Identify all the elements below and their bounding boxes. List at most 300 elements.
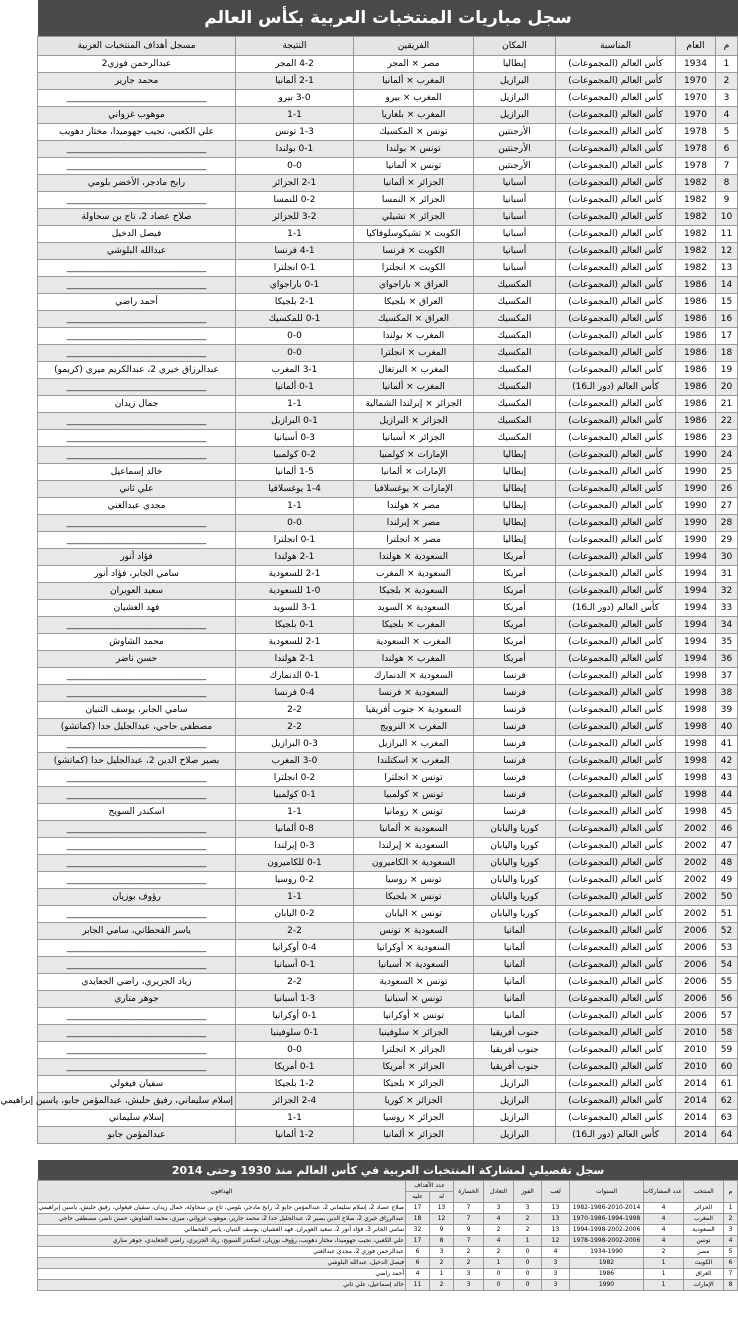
s-goals-for: 3 — [430, 1247, 454, 1258]
cell-venue: البرازيل — [474, 107, 556, 124]
cell-occasion: كأس العالم (المجموعات) — [556, 294, 676, 311]
cell-teams: السعودية × أوكرانيا — [354, 940, 474, 957]
cell-scorers: _______________________________ — [38, 413, 236, 430]
match-row — [38, 821, 738, 838]
cell-index: 54 — [716, 957, 738, 974]
s-wins: 0 — [514, 1280, 542, 1291]
cell-year: 2014 — [676, 1127, 716, 1144]
match-row — [38, 872, 738, 889]
match-row — [38, 617, 738, 634]
s-goals-against: 17 — [405, 1236, 429, 1247]
cell-occasion: كأس العالم (المجموعات) — [556, 311, 676, 328]
summary-header-row — [37, 1181, 737, 1192]
cell-venue: البرازيل — [474, 1110, 556, 1127]
cell-result: 2-1 للسعودية — [236, 566, 354, 583]
match-row — [38, 906, 738, 923]
cell-scorers: سامي الجابر، يوسف الثنيان — [38, 702, 236, 719]
s-draws: 4 — [484, 1214, 514, 1225]
cell-result: 0-4 فرنسا — [236, 685, 354, 702]
cell-occasion: كأس العالم (المجموعات) — [556, 668, 676, 685]
cell-teams: السعودية × إيرلندا — [354, 838, 474, 855]
cell-index: 36 — [716, 651, 738, 668]
cell-venue: فرنسا — [474, 787, 556, 804]
cell-scorers: علي الكعبي، نجيب جهوميدا، مختار دهويب — [38, 124, 236, 141]
cell-index: 39 — [716, 702, 738, 719]
cell-venue: إيطاليا — [474, 447, 556, 464]
summary-col-goals-against: عليه — [405, 1192, 429, 1203]
cell-scorers: _______________________________ — [38, 1042, 236, 1059]
match-row — [38, 294, 738, 311]
cell-index: 5 — [716, 124, 738, 141]
cell-index: 41 — [716, 736, 738, 753]
cell-index: 56 — [716, 991, 738, 1008]
cell-year: 1986 — [676, 345, 716, 362]
cell-result: 2-2 — [236, 923, 354, 940]
s-goals-for: 8 — [430, 1236, 454, 1247]
cell-scorers: _______________________________ — [38, 957, 236, 974]
cell-scorers: رؤوف بوزيان — [38, 889, 236, 906]
cell-occasion: كأس العالم (المجموعات) — [556, 855, 676, 872]
cell-occasion: كأس العالم (المجموعات) — [556, 107, 676, 124]
cell-scorers: _______________________________ — [38, 277, 236, 294]
match-row — [38, 73, 738, 90]
cell-venue: المكسيك — [474, 430, 556, 447]
summary-row — [37, 1236, 737, 1247]
cell-teams: تونس × انجلترا — [354, 770, 474, 787]
cell-index: 51 — [716, 906, 738, 923]
summary-row — [37, 1247, 737, 1258]
cell-result: 0-1 كولمبيا — [236, 787, 354, 804]
cell-occasion: كأس العالم (المجموعات) — [556, 940, 676, 957]
match-row — [38, 192, 738, 209]
cell-venue: كوريا واليابان — [474, 821, 556, 838]
s-participations: 4 — [644, 1225, 684, 1236]
cell-occasion: كأس العالم (المجموعات) — [556, 736, 676, 753]
s-goals-for: 1 — [430, 1269, 454, 1280]
s-scorers: عبدالرزاق خيري 2، صلاح الدين بصير 2، عبدالجليل حدا 2، محمد جارير، موهوب غزواني، ميري، محمد الشاوش، حسن ناضر، مصطفى حاجي — [37, 1214, 405, 1225]
match-row — [38, 311, 738, 328]
cell-scorers: _______________________________ — [38, 821, 236, 838]
cell-index: 59 — [716, 1042, 738, 1059]
s-scorers: فيصل الدخيل، عبدالله البلوشي — [37, 1258, 405, 1269]
s-losses: 2 — [454, 1247, 484, 1258]
cell-occasion: كأس العالم (المجموعات) — [556, 770, 676, 787]
s-goals-against: 6 — [405, 1247, 429, 1258]
match-row — [38, 277, 738, 294]
cell-result: 2-2 — [236, 702, 354, 719]
cell-index: 49 — [716, 872, 738, 889]
cell-scorers: _______________________________ — [38, 787, 236, 804]
cell-index: 60 — [716, 1059, 738, 1076]
match-row — [38, 600, 738, 617]
cell-scorers: _______________________________ — [38, 1059, 236, 1076]
cell-teams: السعودية × تونس — [354, 923, 474, 940]
s-team: المغرب — [684, 1214, 724, 1225]
cell-teams: السعودية × جنوب أفريقيا — [354, 702, 474, 719]
cell-index: 8 — [716, 175, 738, 192]
cell-occasion: كأس العالم (المجموعات) — [556, 991, 676, 1008]
cell-index: 47 — [716, 838, 738, 855]
summary-col-team: المنتخب — [684, 1181, 724, 1203]
cell-venue: إيطاليا — [474, 498, 556, 515]
cell-year: 1994 — [676, 583, 716, 600]
cell-scorers: جوهر مناري — [38, 991, 236, 1008]
cell-result: 3-1 للسويد — [236, 600, 354, 617]
cell-occasion: كأس العالم (المجموعات) — [556, 889, 676, 906]
cell-year: 2006 — [676, 991, 716, 1008]
cell-venue: المكسيك — [474, 311, 556, 328]
cell-result: 1-1 — [236, 1110, 354, 1127]
s-team: الكويت — [684, 1258, 724, 1269]
cell-index: 40 — [716, 719, 738, 736]
match-row — [38, 379, 738, 396]
cell-year: 1986 — [676, 396, 716, 413]
matches-body — [0, 56, 738, 1144]
cell-result: 0-2 اليابان — [236, 906, 354, 923]
cell-occasion: كأس العالم (المجموعات) — [556, 464, 676, 481]
summary-row — [37, 1280, 737, 1291]
cell-result: 1-0 للسعودية — [236, 583, 354, 600]
cell-index: 35 — [716, 634, 738, 651]
s-participations: 4 — [644, 1203, 684, 1214]
cell-index: 38 — [716, 685, 738, 702]
cell-index: 13 — [716, 260, 738, 277]
s-draws: 3 — [484, 1203, 514, 1214]
cell-venue: البرازيل — [474, 90, 556, 107]
cell-index: 2 — [716, 73, 738, 90]
cell-year: 1990 — [676, 481, 716, 498]
cell-occasion: كأس العالم (المجموعات) — [556, 158, 676, 175]
cell-occasion: كأس العالم (المجموعات) — [556, 583, 676, 600]
match-row — [38, 1042, 738, 1059]
cell-year: 2006 — [676, 974, 716, 991]
cell-venue: إيطاليا — [474, 56, 556, 73]
cell-teams: الكويت × تشيكوسلوفاكيا — [354, 226, 474, 243]
cell-index: 31 — [716, 566, 738, 583]
cell-venue: أمريكا — [474, 617, 556, 634]
cell-scorers: _______________________________ — [38, 685, 236, 702]
cell-year: 2006 — [676, 957, 716, 974]
s-years: 1982-1986-2010-2014 — [570, 1203, 644, 1214]
cell-result: 2-1 الجزائر — [236, 175, 354, 192]
cell-venue: فرنسا — [474, 685, 556, 702]
cell-teams: الجزائر × ألمانيا — [354, 1127, 474, 1144]
cell-index: 33 — [716, 600, 738, 617]
cell-occasion: كأس العالم (المجموعات) — [556, 549, 676, 566]
cell-occasion: كأس العالم (المجموعات) — [556, 651, 676, 668]
cell-teams: السعودية × الدنمارك — [354, 668, 474, 685]
s-goals-for: 13 — [430, 1203, 454, 1214]
cell-teams: السعودية × بلجيكا — [354, 583, 474, 600]
cell-year: 1982 — [676, 175, 716, 192]
cell-scorers: علي ثاني — [38, 481, 236, 498]
cell-index: 25 — [716, 464, 738, 481]
cell-year: 1986 — [676, 379, 716, 396]
cell-venue: المكسيك — [474, 362, 556, 379]
cell-teams: السعودية × السويد — [354, 600, 474, 617]
cell-result: 0-4 أوكرانيا — [236, 940, 354, 957]
cell-venue: البرازيل — [474, 1127, 556, 1144]
cell-result: 1-1 — [236, 107, 354, 124]
cell-occasion: كأس العالم (المجموعات) — [556, 838, 676, 855]
cell-scorers: _______________________________ — [38, 838, 236, 855]
cell-scorers: جمال زيدان — [38, 396, 236, 413]
s-losses: 7 — [454, 1214, 484, 1225]
cell-result: 0-2 كولمبيا — [236, 447, 354, 464]
cell-result: 2-1 هولندا — [236, 651, 354, 668]
s-wins: 2 — [514, 1214, 542, 1225]
cell-venue: ألمانيا — [474, 991, 556, 1008]
match-row — [38, 719, 738, 736]
cell-result: 1-1 — [236, 889, 354, 906]
cell-scorers: _______________________________ — [38, 90, 236, 107]
s-team: مصر — [684, 1247, 724, 1258]
cell-index: 30 — [716, 549, 738, 566]
s-wins: 0 — [514, 1258, 542, 1269]
cell-year: 1998 — [676, 702, 716, 719]
cell-venue: إيطاليا — [474, 532, 556, 549]
s-played: 4 — [542, 1247, 570, 1258]
s-participations: 4 — [644, 1236, 684, 1247]
cell-result: 2-1 هولندا — [236, 549, 354, 566]
cell-year: 1990 — [676, 532, 716, 549]
cell-occasion: كأس العالم (المجموعات) — [556, 532, 676, 549]
s-team: العراق — [684, 1269, 724, 1280]
cell-occasion: كأس العالم (المجموعات) — [556, 1076, 676, 1093]
cell-year: 1990 — [676, 515, 716, 532]
cell-scorers: _______________________________ — [38, 447, 236, 464]
cell-year: 2002 — [676, 821, 716, 838]
cell-result: 1-1 — [236, 498, 354, 515]
s-team: الجزائر — [684, 1203, 724, 1214]
cell-occasion: كأس العالم (المجموعات) — [556, 56, 676, 73]
cell-result: 2-1 ألمانيا — [236, 73, 354, 90]
cell-occasion: كأس العالم (المجموعات) — [556, 1110, 676, 1127]
cell-scorers: _______________________________ — [38, 532, 236, 549]
cell-venue: المكسيك — [474, 413, 556, 430]
cell-scorers: _______________________________ — [38, 379, 236, 396]
cell-index: 43 — [716, 770, 738, 787]
cell-year: 1998 — [676, 668, 716, 685]
cell-teams: المغرب × البرازيل — [354, 736, 474, 753]
cell-year: 1994 — [676, 634, 716, 651]
cell-teams: المغرب × البرتغال — [354, 362, 474, 379]
cell-venue: فرنسا — [474, 770, 556, 787]
cell-year: 1994 — [676, 549, 716, 566]
cell-index: 27 — [716, 498, 738, 515]
cell-occasion: كأس العالم (المجموعات) — [556, 753, 676, 770]
cell-venue: المكسيك — [474, 277, 556, 294]
cell-index: 64 — [716, 1127, 738, 1144]
s-scorers: صلاح عصاد 2، إسلام سليماني 2، عبدالمؤمن جابو 2، رابح مادجر، بلومي، تاج بن سحاولة، جمال زيدان، سفيان فيغولي، رفيق حليش، ياسين إبراهيمي — [37, 1203, 405, 1214]
s-wins: 2 — [514, 1225, 542, 1236]
cell-venue: ألمانيا — [474, 1008, 556, 1025]
cell-teams: تونس × السعودية — [354, 974, 474, 991]
s-scorers: علي الكعبي، نجيب جهوميدا، مختار دهويب، رؤوف بوزيان، اسكندر السويح، زياد الجزيري، راضي الجعايدي، جوهر مناري — [37, 1236, 405, 1247]
cell-venue: فرنسا — [474, 804, 556, 821]
cell-year: 1986 — [676, 430, 716, 447]
s-goals-against: 32 — [405, 1225, 429, 1236]
match-row — [38, 447, 738, 464]
cell-year: 2002 — [676, 906, 716, 923]
cell-venue: فرنسا — [474, 753, 556, 770]
s-team: السعودية — [684, 1225, 724, 1236]
cell-teams: الجزائر × تشيلي — [354, 209, 474, 226]
cell-result: 0-1 بلجيكا — [236, 617, 354, 634]
cell-result: 0-1 الدنمارك — [236, 668, 354, 685]
cell-teams: تونس × أسبانيا — [354, 991, 474, 1008]
cell-scorers: بصير صلاح الدين 2، عبدالجليل حدا (كماتشو) — [38, 753, 236, 770]
match-row — [38, 991, 738, 1008]
cell-teams: المغرب × بيرو — [354, 90, 474, 107]
cell-teams: المغرب × هولندا — [354, 651, 474, 668]
cell-index: 23 — [716, 430, 738, 447]
col-header-result: النتيجة — [236, 37, 354, 56]
cell-result: 2-1 بلجيكا — [236, 294, 354, 311]
cell-year: 1990 — [676, 447, 716, 464]
cell-scorers: فؤاد أنور — [38, 549, 236, 566]
cell-venue: كوريا واليابان — [474, 855, 556, 872]
s-draws: 1 — [484, 1258, 514, 1269]
cell-teams: السعودية × المغرب — [354, 566, 474, 583]
match-row — [38, 430, 738, 447]
cell-index: 22 — [716, 413, 738, 430]
matches-table — [0, 36, 738, 1144]
cell-occasion: كأس العالم (المجموعات) — [556, 175, 676, 192]
cell-occasion: كأس العالم (المجموعات) — [556, 923, 676, 940]
s-wins: 1 — [514, 1236, 542, 1247]
cell-year: 2010 — [676, 1059, 716, 1076]
cell-result: 2-4 الجزائر — [236, 1093, 354, 1110]
cell-index: 32 — [716, 583, 738, 600]
cell-index: 11 — [716, 226, 738, 243]
summary-row — [37, 1203, 737, 1214]
summary-col-scorers: الهدافون — [37, 1181, 405, 1203]
cell-result: 0-1 للكاميرون — [236, 855, 354, 872]
cell-teams: الجزائر × أمريكا — [354, 1059, 474, 1076]
cell-venue: فرنسا — [474, 719, 556, 736]
cell-venue: إيطاليا — [474, 515, 556, 532]
match-row — [38, 923, 738, 940]
match-row — [38, 753, 738, 770]
cell-teams: الكويت × انجلترا — [354, 260, 474, 277]
cell-scorers: مصطفى حاجي، عبدالجليل حدا (كماتشو) — [38, 719, 236, 736]
cell-venue: جنوب أفريقيا — [474, 1059, 556, 1076]
cell-index: 21 — [716, 396, 738, 413]
cell-year: 2006 — [676, 923, 716, 940]
cell-venue: الأرجنتين — [474, 141, 556, 158]
cell-teams: مصر × المجر — [354, 56, 474, 73]
summary-row — [37, 1225, 737, 1236]
cell-index: 46 — [716, 821, 738, 838]
summary-col-years: السنوات — [570, 1181, 644, 1203]
cell-year: 1998 — [676, 770, 716, 787]
cell-scorers: محمد جارير — [38, 73, 236, 90]
cell-venue: ألمانيا — [474, 940, 556, 957]
cell-year: 1990 — [676, 498, 716, 515]
cell-teams: الجزائر × سلوفينيا — [354, 1025, 474, 1042]
cell-occasion: كأس العالم (المجموعات) — [556, 1025, 676, 1042]
cell-result: 0-8 ألمانيا — [236, 821, 354, 838]
col-header-index: م — [716, 37, 738, 56]
cell-index: 15 — [716, 294, 738, 311]
cell-venue: ألمانيا — [474, 923, 556, 940]
s-index: 2 — [724, 1214, 738, 1225]
cell-scorers: خالد إسماعيل — [38, 464, 236, 481]
cell-result: 0-3 أسبانيا — [236, 430, 354, 447]
cell-index: 26 — [716, 481, 738, 498]
cell-index: 17 — [716, 328, 738, 345]
cell-teams: المغرب × بولندا — [354, 328, 474, 345]
cell-index: 50 — [716, 889, 738, 906]
match-row — [38, 1110, 738, 1127]
cell-venue: أسبانيا — [474, 226, 556, 243]
cell-year: 1978 — [676, 124, 716, 141]
cell-scorers: صلاح عصاد 2، تاج بن سحاولة — [38, 209, 236, 226]
cell-year: 1970 — [676, 107, 716, 124]
cell-year: 2002 — [676, 889, 716, 906]
cell-venue: فرنسا — [474, 702, 556, 719]
cell-year: 1970 — [676, 90, 716, 107]
match-row — [38, 1093, 738, 1110]
cell-teams: الجزائر × ألمانيا — [354, 175, 474, 192]
cell-result: 4-2 المجر — [236, 56, 354, 73]
cell-result: 1-2 بلجيكا — [236, 1076, 354, 1093]
match-row — [38, 940, 738, 957]
s-years: 1994-1998-2002-2006 — [570, 1225, 644, 1236]
cell-result: 1-4 يوغسلافيا — [236, 481, 354, 498]
cell-year: 1986 — [676, 311, 716, 328]
cell-teams: تونس × ألمانيا — [354, 158, 474, 175]
cell-scorers: أحمد راضي — [38, 294, 236, 311]
cell-teams: الجزائر × كوريا — [354, 1093, 474, 1110]
cell-occasion: كأس العالم (المجموعات) — [556, 226, 676, 243]
cell-teams: السعودية × أسبانيا — [354, 957, 474, 974]
s-draws: 0 — [484, 1269, 514, 1280]
s-index: 5 — [724, 1247, 738, 1258]
col-header-year: العام — [676, 37, 716, 56]
cell-result: 0-1 بولندا — [236, 141, 354, 158]
cell-index: 44 — [716, 787, 738, 804]
cell-year: 1986 — [676, 413, 716, 430]
match-row — [38, 141, 738, 158]
match-row — [38, 328, 738, 345]
cell-venue: أمريكا — [474, 600, 556, 617]
cell-year: 1994 — [676, 651, 716, 668]
cell-result: 0-1 أمريكا — [236, 1059, 354, 1076]
cell-year: 2002 — [676, 855, 716, 872]
s-losses: 3 — [454, 1269, 484, 1280]
cell-venue: المكسيك — [474, 294, 556, 311]
cell-year: 1998 — [676, 719, 716, 736]
cell-scorers: رابح مادجر، الأخضر بلومي — [38, 175, 236, 192]
s-index: 1 — [724, 1203, 738, 1214]
cell-venue: البرازيل — [474, 73, 556, 90]
cell-scorers: زياد الجزيري، راضي الجعايدي — [38, 974, 236, 991]
cell-venue: إيطاليا — [474, 481, 556, 498]
s-played: 13 — [542, 1225, 570, 1236]
cell-scorers: إسلام سليماني — [38, 1110, 236, 1127]
s-goals-for: 9 — [430, 1225, 454, 1236]
cell-occasion: كأس العالم (المجموعات) — [556, 804, 676, 821]
cell-index: 1 — [716, 56, 738, 73]
s-participations: 1 — [644, 1280, 684, 1291]
cell-venue: أسبانيا — [474, 175, 556, 192]
cell-occasion: كأس العالم (المجموعات) — [556, 1042, 676, 1059]
cell-result: 3-0 بيرو — [236, 90, 354, 107]
match-row — [38, 209, 738, 226]
cell-result: 0-2 للنمسا — [236, 192, 354, 209]
